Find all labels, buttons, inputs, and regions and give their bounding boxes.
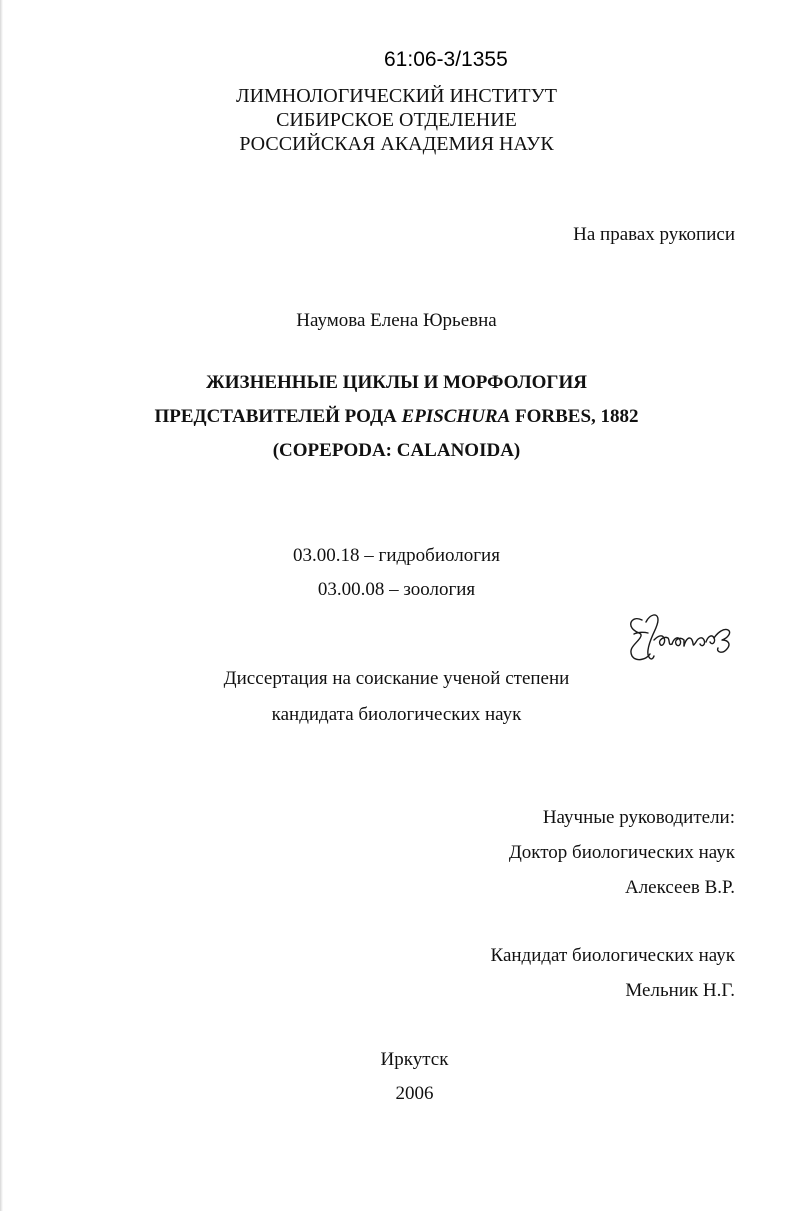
handwritten-signature xyxy=(624,606,736,668)
institution-line-2: СИБИРСКОЕ ОТДЕЛЕНИЕ xyxy=(276,109,517,131)
year: 2006 xyxy=(395,1083,434,1104)
supervisor-2-name: Мельник Н.Г. xyxy=(625,980,735,1001)
degree-line-1: Диссертация на соискание ученой степени xyxy=(223,668,570,689)
institution-line-1: ЛИМНОЛОГИЧЕСКИЙ ИНСТИТУТ xyxy=(236,85,557,107)
supervisor-1-name: Алексеев В.Р. xyxy=(624,877,735,898)
city: Иркутск xyxy=(380,1049,449,1070)
title-line-2-suffix: FORBES, 1882 xyxy=(510,406,639,427)
title-line-2 xyxy=(0,406,793,428)
supervisor-1-title: Доктор биологических наук xyxy=(508,842,735,863)
shelfmark: 61:06-3/1355 xyxy=(384,48,508,71)
supervisor-2-title: Кандидат биологических наук xyxy=(490,945,735,966)
title-genus: EPISCHURA xyxy=(401,406,511,427)
manuscript-note: На правах рукописи xyxy=(573,224,735,245)
title-line-2-prefix: ПРЕДСТАВИТЕЛЕЙ РОДА xyxy=(154,406,402,427)
supervisors-heading: Научные руководители: xyxy=(542,807,735,828)
specialty-2: 03.00.08 – зоология xyxy=(317,579,476,600)
author-name: Наумова Елена Юрьевна xyxy=(296,310,497,331)
specialty-1: 03.00.18 – гидробиология xyxy=(293,545,500,566)
title-line-1: ЖИЗНЕННЫЕ ЦИКЛЫ И МОРФОЛОГИЯ xyxy=(205,372,587,393)
institution-line-3: РОССИЙСКАЯ АКАДЕМИЯ НАУК xyxy=(239,133,554,155)
title-line-3: (COPEPODA: CALANOIDA) xyxy=(272,440,521,461)
degree-line-2: кандидата биологических наук xyxy=(271,704,522,725)
scan-edge xyxy=(0,0,3,1211)
